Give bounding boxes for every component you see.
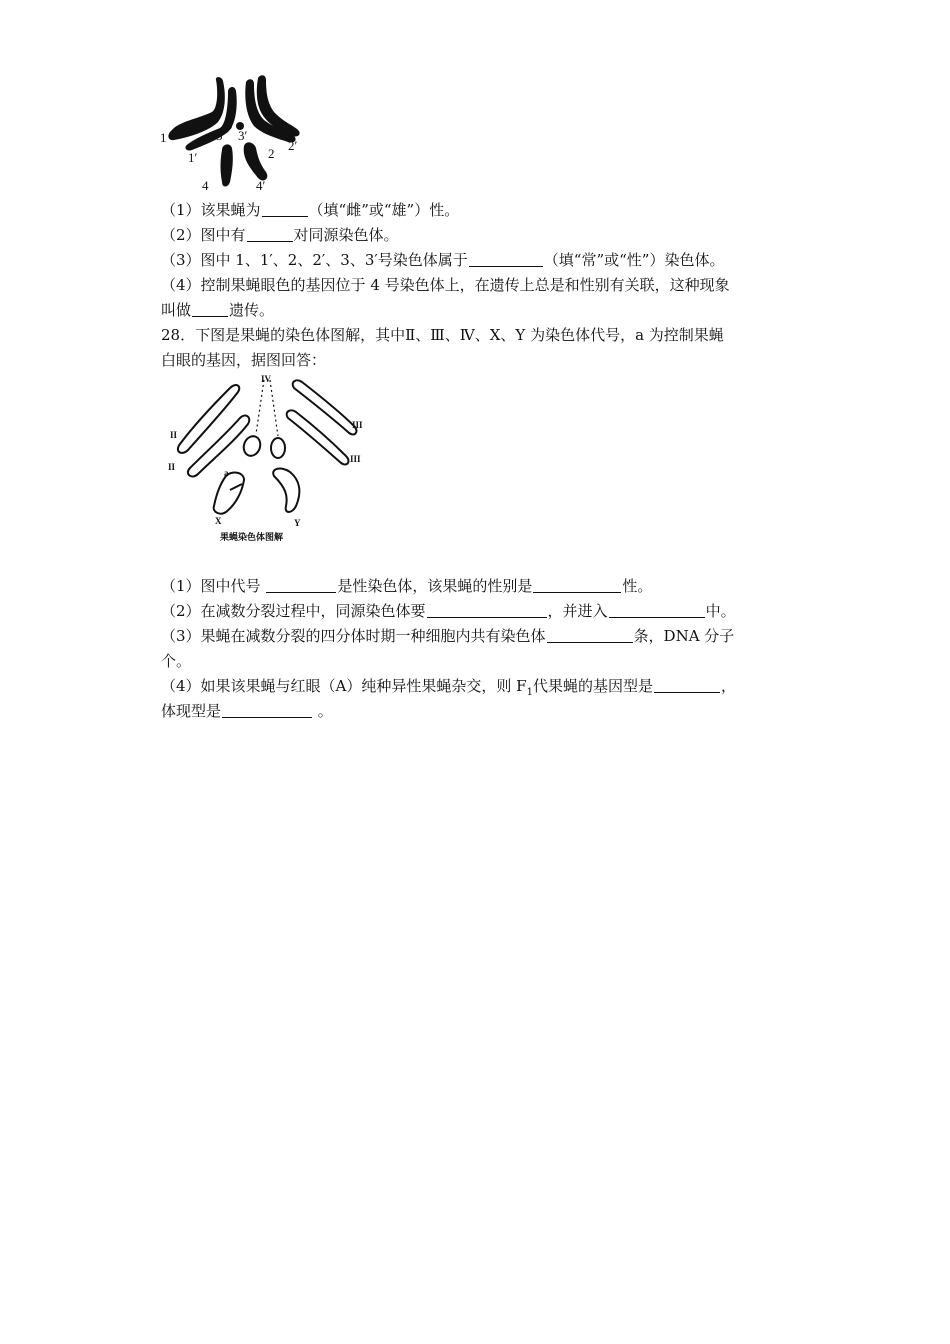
q28-item-4: （4）如果该果蝇与红眼（A）纯种异性果蝇杂交，则 $F_1$代果蝇的基因型是 ， — [161, 677, 736, 698]
label-gene-a: a — [224, 468, 229, 478]
chromosome-figure-2 — [160, 372, 380, 547]
label-ii-a: II — [170, 430, 178, 440]
q28-item-3-cont: 个。 — [161, 652, 192, 670]
q27-item-3: （3）图中 1、1′、2、2′、3、3′号染色体属于 （填“常”或“性”）染色体。 — [161, 251, 725, 269]
chromosome-iv-b — [271, 438, 285, 458]
label-4-prime: 4′ — [256, 178, 266, 193]
label-3-prime: 3′ — [238, 128, 248, 143]
chromosome-iii-b — [287, 410, 349, 464]
chromosome-y — [273, 469, 299, 512]
chromosome-iv-a — [241, 434, 263, 458]
answer-blank[interactable] — [427, 600, 547, 618]
label-y: Y — [294, 518, 301, 528]
answer-blank[interactable] — [609, 600, 705, 618]
q28-item-2: （2）在减数分裂过程中，同源染色体要 ，并进入 中。 — [161, 602, 736, 620]
label-iv: IV — [261, 374, 272, 384]
label-1: 1 — [160, 130, 167, 145]
label-3: 3 — [216, 128, 223, 143]
q28-intro-line-2: 白眼的基因，据图回答： — [161, 351, 327, 369]
chromosome-3 — [224, 122, 232, 130]
label-2-prime: 2′ — [288, 138, 298, 153]
q28-item-1: （1）图中代号 是性染色体，该果蝇的性别是 性。 — [161, 577, 653, 595]
label-x: X — [215, 516, 222, 526]
label-2: 2 — [268, 146, 275, 161]
label-1-prime: 1′ — [188, 150, 198, 165]
answer-blank[interactable] — [469, 249, 543, 267]
q27-item-1: （1）该果蝇为 （填“雌”或“雄”）性。 — [161, 201, 460, 219]
chromosome-x — [214, 473, 244, 514]
q27-item-2: （2）图中有 对同源染色体。 — [161, 226, 399, 244]
q27-item-4: （4）控制果蝇眼色的基因位于 4 号染色体上，在遗传上总是和性别有关联，这种现象 — [161, 276, 730, 294]
answer-blank[interactable] — [654, 675, 720, 693]
iv-pointer-b — [270, 380, 278, 436]
label-iii-a: III — [352, 420, 363, 430]
answer-blank[interactable] — [547, 625, 633, 643]
q28-item-3: （3）果蝇在减数分裂的四分体时期一种细胞内共有染色体 条，DNA 分子 — [161, 627, 735, 645]
figure-2-caption: 果蝇染色体图解 — [220, 533, 284, 543]
answer-blank[interactable] — [192, 299, 228, 317]
chromosome-ii-b — [188, 416, 249, 477]
answer-blank[interactable] — [533, 575, 621, 593]
label-4: 4 — [202, 178, 209, 193]
answer-blank[interactable] — [262, 199, 308, 217]
label-iii-b: III — [350, 454, 361, 464]
answer-blank[interactable] — [266, 575, 336, 593]
chromosome-figure-1 — [160, 72, 305, 194]
gene-a-band — [230, 484, 242, 490]
label-ii-b: II — [168, 462, 176, 472]
chromosome-iii-a — [293, 380, 357, 434]
answer-blank[interactable] — [222, 700, 312, 718]
iv-pointer-a — [256, 380, 264, 434]
chromosome-4 — [221, 144, 233, 186]
q27-item-4-cont: 叫做 遗传。 — [161, 301, 275, 319]
chromosome-4-prime — [244, 142, 268, 180]
q28-intro-line-1: 28．下图是果蝇的染色体图解，其中Ⅱ、Ⅲ、Ⅳ、X、Y 为染色体代号，a 为控制果蝇 — [161, 326, 724, 344]
answer-blank[interactable] — [247, 224, 293, 242]
q28-item-4-cont: 体现型是 。 — [161, 702, 333, 720]
